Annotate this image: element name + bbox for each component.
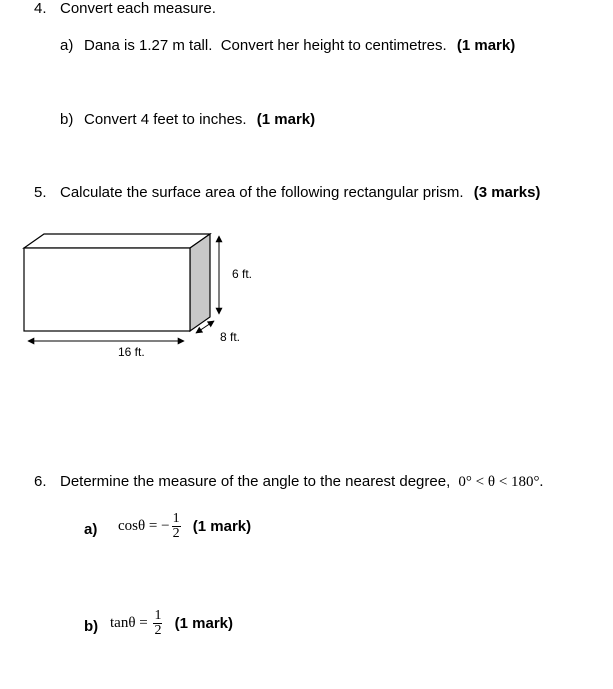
q6b-fraction: [153, 609, 162, 638]
q6-number: 6.: [34, 473, 47, 490]
q4-prompt: Convert each measure.: [60, 0, 216, 17]
q6-prompt: Determine the measure of the angle to the nearest degree,: [60, 473, 451, 490]
length-label: 16 ft.: [118, 345, 145, 359]
q6a-denominator: 2: [172, 526, 180, 541]
q6b-func: tanθ =: [110, 615, 152, 631]
q4-number: 4.: [34, 0, 47, 17]
q5-marks: (3 marks): [473, 184, 541, 201]
q5-number: 5.: [34, 184, 47, 201]
q6a-fraction: [172, 512, 181, 541]
prism-top-face: [24, 234, 210, 248]
q6a-numerator: 1: [172, 511, 180, 526]
q6a-marks: (1 mark): [192, 518, 252, 535]
q6b-numerator: 1: [154, 608, 162, 623]
q4a-marks: (1 mark): [456, 37, 516, 54]
q6-prompt-line: [60, 473, 543, 491]
q6a-label: a): [84, 521, 98, 538]
q4b-label: b): [60, 111, 74, 128]
prism-side-face: [190, 234, 210, 331]
q4a-question: Dana is 1.27 m tall. Convert her height to centimetres.: [84, 37, 447, 54]
q6b-denominator: 2: [154, 623, 162, 638]
q6b-marks: (1 mark): [174, 615, 234, 632]
q6-range-end: .: [539, 474, 544, 490]
q4b-question: Convert 4 feet to inches.: [84, 111, 247, 128]
height-label: 6 ft.: [232, 267, 253, 281]
q6-range: 0° < θ < 180°: [458, 474, 540, 490]
prism-front-face: [24, 248, 190, 331]
q5-prompt: Calculate the surface area of the following rectangular prism.: [60, 184, 464, 201]
q4a-label: a): [60, 37, 74, 54]
q6a-expression: [118, 512, 251, 541]
depth-label: 8 ft.: [220, 330, 241, 344]
q6b-label: b): [84, 618, 99, 635]
q6b-expression: [110, 609, 233, 638]
q4b-marks: (1 mark): [256, 111, 316, 128]
q6a-func: cosθ = −: [118, 518, 170, 534]
